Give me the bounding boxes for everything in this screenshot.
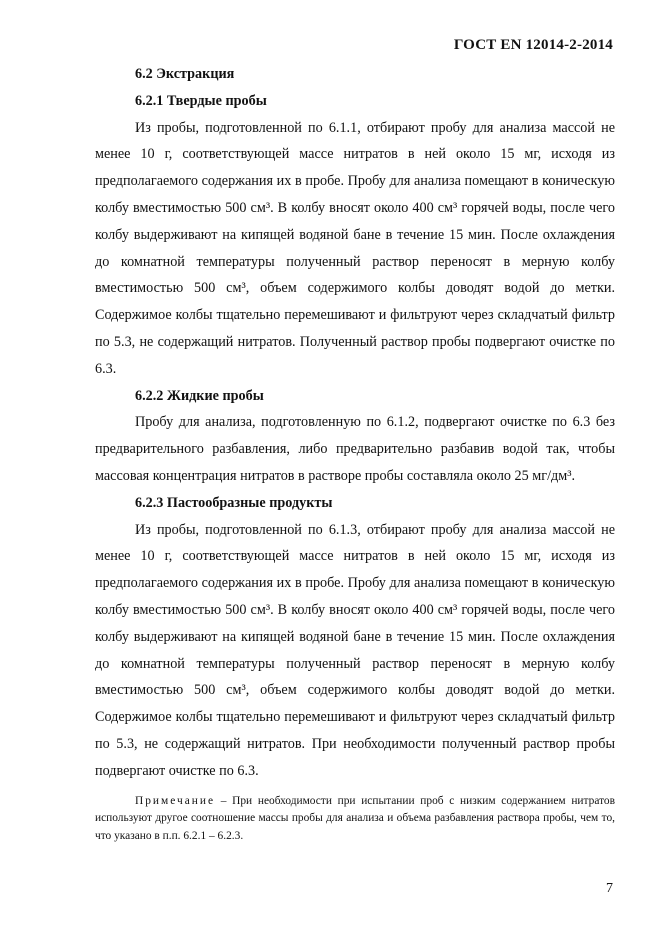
standard-code: ГОСТ EN 12014-2-2014	[453, 37, 613, 53]
note-text: – При необходимости при испытании проб с низким содержанием нитратов используют другое соотношение массы пробы для анализа и объема разбавления раствора пробы, чем то, что указано в п.п. 6.2.1 – 6.2.3.	[95, 794, 615, 842]
note	[95, 793, 615, 846]
note-label: Примечание	[135, 794, 216, 807]
paragraph-solid-samples: Из пробы, подготовленной по 6.1.1, отбирают пробу для анализа массой не менее 10 г, соответствующей массе нитратов в ней около 15 мг, исходя из предполагаемого содержания их в пробе. Пробу для анализа помещают в коническую колбу вместимостью 500 см³. В колбу вносят около 400 см³ горячей воды, после чего колбу выдерживают на кипящей водяной бане в течение 15 мин. После охлаждения до комнатной температуры полученный раствор переносят в мерную колбу вместимостью 500 см³, объем содержимого колбы доводят водой до метки. Содержимое колбы тщательно перемешивают и фильтруют через складчатый фильтр по 5.3, не содержащий нитратов. Полученный раствор пробы подвергают очистке по 6.3.	[95, 119, 615, 377]
document-body	[95, 61, 615, 845]
section-heading-6-2-3: 6.2.3 Пастообразные продукты	[135, 494, 333, 511]
section-heading-6-2-1: 6.2.1 Твердые пробы	[135, 92, 267, 109]
paragraph-paste-products: Из пробы, подготовленной по 6.1.3, отбирают пробу для анализа массой не менее 10 г, соответствующей массе нитратов в ней около 15 мг, исходя из предполагаемого содержания их в пробе. Пробу для анализа помещают в коническую колбу вместимостью 500 см³. В колбу вносят около 400 см³ горячей воды, после чего колбу выдерживают на кипящей водяной бане в течение 15 мин. После охлаждения до комнатной температуры полученный раствор переносят в мерную колбу вместимостью 500 см³, объем содержимого колбы доводят водой до метки. Содержимое колбы тщательно перемешивают и фильтруют через складчатый фильтр по 5.3, не содержащий нитратов. При необходимости полученный раствор пробы подвергают очистке по 6.3.	[95, 521, 615, 779]
page-number: 7	[606, 881, 613, 896]
paragraph-liquid-samples: Пробу для анализа, подготовленную по 6.1.2, подвергают очистке по 6.3 без предварительного разбавления, либо предварительно разбавив водой так, чтобы массовая концентрация нитратов в растворе пробы составляла около 25 мг/дм³.	[95, 414, 615, 484]
section-heading-6-2-2: 6.2.2 Жидкие пробы	[135, 387, 264, 404]
section-heading-6-2: 6.2 Экстракция	[135, 66, 235, 82]
